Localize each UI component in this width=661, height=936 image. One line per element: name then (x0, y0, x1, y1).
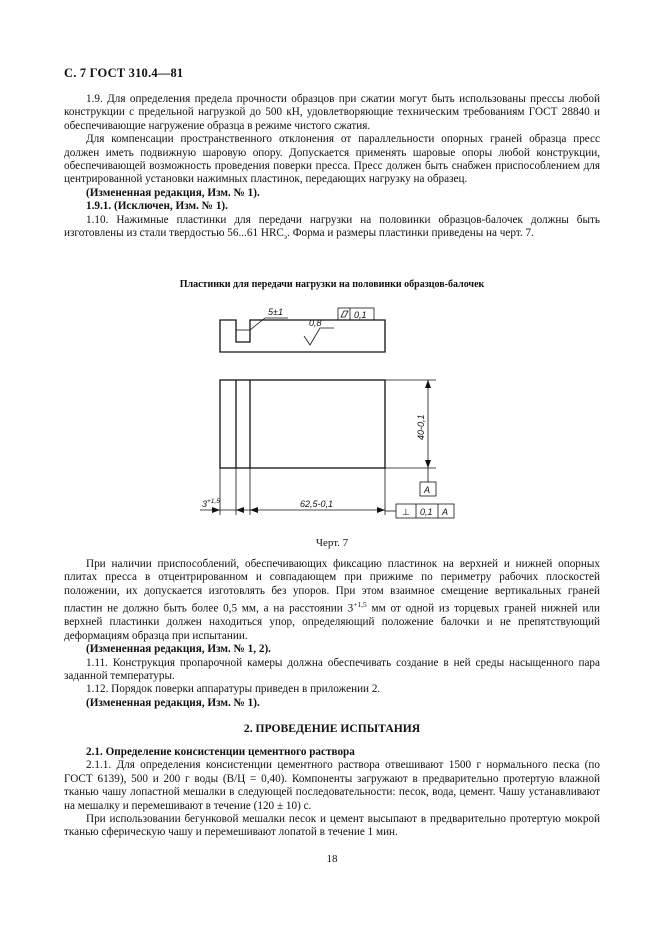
technical-drawing (190, 300, 470, 530)
paragraph-1-12: 1.12. Порядок поверки аппаратуры приведен в приложении 2. (86, 683, 381, 696)
figure-caption: Черт. 7 (315, 537, 349, 549)
step-dimension-label: 5±1 (268, 307, 283, 317)
paragraph-fixation: При наличии приспособлений, обеспечивающих фиксацию пластинок на верхней и нижней опорных плитах пресса в отцентрированном и совпадающем при прижиме по периметру рабочих плоскостей положении, их допускается изготовлять без упоров. При этом взаимное смещение вертикальных граней пластин не должно быть более 0,5 мм, а на расстоянии $3^{+1,5}$ мм от одной из торцевых граней нижней или верхней пластинки должен находиться упор, определяющий положение балочки и не препятствующий деформациям образца при испытании. (64, 558, 601, 642)
perpendicularity-symbol: ⊥ (402, 507, 410, 517)
roughness-mark (304, 328, 334, 345)
perpendicularity-tolerance: 0,1 (420, 507, 433, 517)
plate-side-profile (220, 320, 385, 352)
paragraph-1-11: 1.11. Конструкция пропарочной камеры должна обеспечивать создание в ней среды насыщенного пара заданной температуры. (64, 656, 600, 682)
amendment-note: (Измененная редакция, Изм. № 1). (86, 696, 260, 709)
section-title: 2. ПРОВЕДЕНИЕ ИСПЫТАНИЯ (243, 722, 421, 735)
text-block-testing (64, 746, 600, 840)
paragraph-1-9: 1.9. Для определения предела прочности образцов при сжатии могут быть использованы прессы любой конструкции с предельной нагрузкой до 500 кН, удовлетворяющие техническим требованиям ГОСТ 28840 и обеспечивающие нагружение образца в режиме чистого сжатия. (64, 93, 600, 132)
text-block-plates (64, 558, 600, 710)
amendment-note: (Измененная редакция, Изм. № 1). (86, 186, 260, 199)
flatness-tolerance: 0,1 (354, 310, 367, 320)
height-dimension-label: 40-0,1 (416, 414, 426, 440)
perpendicularity-datum: A (442, 507, 449, 517)
paragraph-1-9-1: 1.9.1. (Исключен, Изм. № 1). (86, 200, 228, 213)
subsection-title: 2.1. Определение консистенции цементного раствора (86, 746, 355, 758)
text-block-equipment (64, 93, 600, 244)
plate-front-view (220, 380, 385, 468)
amendment-note: (Измененная редакция, Изм. № 1, 2). (86, 643, 271, 656)
figure-title: Пластинки для передачи нагрузки на половинки образцов-балочек (179, 279, 485, 290)
page-header: С. 7 ГОСТ 310.4—81 (64, 66, 184, 80)
roughness-label: 0,8 (309, 318, 322, 328)
paragraph-mixer: При использовании бегунковой мешалки песок и цемент высыпают в предварительно протертую мокрой тканью сферическую чашу и перемешивают лопатой в течение 1 мин. (64, 813, 600, 839)
paragraph-1-10: 1.10. Нажимные пластинки для передачи нагрузки на половинки образцов-балочек должны быть изготовлены из стали твердостью 56...61 $HRC_э$. Форма и размеры пластинки приведены на черт. 7. (64, 213, 600, 242)
main-width-label: 62,5-0,1 (300, 499, 334, 509)
paragraph-2-1-1: 2.1.1. Для определения консистенции цементного раствора отвешивают 1500 г нормального песка (по ГОСТ 6139), 500 и 200 г воды (В/Ц = 0,40). Компоненты загружают в предварительно протертую влажной тканью чашу лопастной мешалки в следующей последовательности: песок, вода, цемент. Чашу устанавливают на мешалку и перемешивают в течение (120 ± 10) с. (64, 759, 600, 812)
page-number: 18 (326, 853, 338, 865)
datum-label: A (424, 485, 431, 495)
left-width-label: $3^{+1,5}$ (202, 498, 220, 509)
paragraph-ball-support: Для компенсации пространственного отклонения от параллельности опорных граней образца пресс должен иметь подвижную шаровую опору. Допускается применять шаровые опоры любой конструкции, обеспечивающей возможность проведения поверки пресса. Пресс должен быть снабжен приспособлением для центрированной установки нажимных пластинок, передающих нагрузку на образец. (64, 133, 600, 186)
